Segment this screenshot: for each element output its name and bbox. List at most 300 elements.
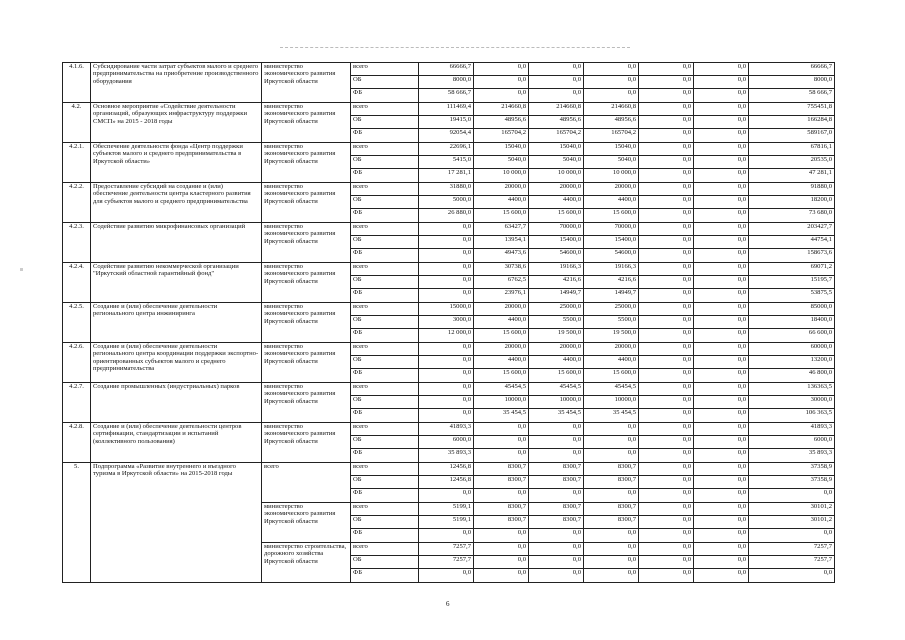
value-cell: 0,0 xyxy=(694,316,749,329)
value-cell: 0,0 xyxy=(639,329,694,343)
funding-source: ОБ xyxy=(351,236,419,249)
value-cell: 15 600,0 xyxy=(474,209,529,223)
value-cell: 0,0 xyxy=(694,516,749,529)
value-cell: 92054,4 xyxy=(419,129,474,143)
value-cell: 0,0 xyxy=(419,369,474,383)
row-number: 4.2. xyxy=(63,103,91,143)
value-cell: 0,0 xyxy=(419,249,474,263)
value-cell: 0,0 xyxy=(639,449,694,463)
value-cell: 0,0 xyxy=(639,89,694,103)
value-cell: 0,0 xyxy=(694,289,749,303)
value-cell: 166284,8 xyxy=(749,116,835,129)
value-cell: 7257,7 xyxy=(749,543,835,556)
value-cell: 0,0 xyxy=(529,569,584,583)
value-cell: 63427,7 xyxy=(474,223,529,236)
value-cell: 15 600,0 xyxy=(529,369,584,383)
table-row xyxy=(63,223,835,236)
value-cell: 19415,0 xyxy=(419,116,474,129)
value-cell: 15040,0 xyxy=(474,143,529,156)
value-cell: 7257,7 xyxy=(749,556,835,569)
executor-name: министерство экономического развития Иркутской области xyxy=(262,343,351,383)
value-cell: 41893,3 xyxy=(419,423,474,436)
value-cell: 0,0 xyxy=(419,223,474,236)
value-cell: 45454,5 xyxy=(584,383,639,396)
value-cell: 0,0 xyxy=(694,169,749,183)
value-cell: 0,0 xyxy=(584,76,639,89)
row-number: 4.2.1. xyxy=(63,143,91,183)
row-number: 4.2.5. xyxy=(63,303,91,343)
value-cell: 0,0 xyxy=(529,556,584,569)
value-cell: 0,0 xyxy=(749,569,835,583)
scan-divider xyxy=(280,47,630,48)
value-cell: 0,0 xyxy=(639,183,694,196)
activity-name: Создание промышленных (индустриальных) парков xyxy=(91,383,262,423)
value-cell: 0,0 xyxy=(639,489,694,503)
value-cell: 8300,7 xyxy=(584,516,639,529)
value-cell: 0,0 xyxy=(639,369,694,383)
funding-source: ОБ xyxy=(351,276,419,289)
value-cell: 35 454,5 xyxy=(584,409,639,423)
value-cell: 0,0 xyxy=(584,569,639,583)
funding-source: ФБ xyxy=(351,369,419,383)
row-number: 4.1.6. xyxy=(63,63,91,103)
value-cell: 15 600,0 xyxy=(584,369,639,383)
value-cell: 0,0 xyxy=(474,449,529,463)
value-cell: 69071,2 xyxy=(749,263,835,276)
table-row xyxy=(63,63,835,76)
value-cell: 165704,2 xyxy=(529,129,584,143)
activity-name: Создание и (или) обеспечение деятельности регионального центра инжиниринга xyxy=(91,303,262,343)
value-cell: 19 500,0 xyxy=(529,329,584,343)
value-cell: 13200,0 xyxy=(749,356,835,369)
budget-table xyxy=(62,62,835,583)
table-row xyxy=(63,463,835,476)
value-cell: 35 454,5 xyxy=(474,409,529,423)
value-cell: 0,0 xyxy=(639,76,694,89)
value-cell: 0,0 xyxy=(694,276,749,289)
value-cell: 8300,7 xyxy=(584,463,639,476)
value-cell: 0,0 xyxy=(474,556,529,569)
activity-name: Основное мероприятие «Содействие деятельности организаций, образующих инфраструктуру поддержки СМСП» на 2015 - 2018 годы xyxy=(91,103,262,143)
value-cell: 4400,0 xyxy=(529,196,584,209)
value-cell: 8300,7 xyxy=(529,476,584,489)
value-cell: 0,0 xyxy=(474,529,529,543)
funding-source: ФБ xyxy=(351,329,419,343)
value-cell: 0,0 xyxy=(529,89,584,103)
value-cell: 0,0 xyxy=(474,89,529,103)
table-row xyxy=(63,303,835,316)
value-cell: 0,0 xyxy=(694,449,749,463)
activity-name: Содействие развитию микрофинансовых организаций xyxy=(91,223,262,263)
value-cell: 37358,9 xyxy=(749,463,835,476)
funding-source: всего xyxy=(351,423,419,436)
value-cell: 0,0 xyxy=(474,63,529,76)
value-cell: 13954,1 xyxy=(474,236,529,249)
value-cell: 0,0 xyxy=(419,263,474,276)
value-cell: 0,0 xyxy=(529,529,584,543)
funding-source: ФБ xyxy=(351,89,419,103)
row-number: 4.2.6. xyxy=(63,343,91,383)
funding-source: всего xyxy=(351,143,419,156)
value-cell: 46 800,0 xyxy=(749,369,835,383)
value-cell: 4400,0 xyxy=(584,356,639,369)
table-row xyxy=(63,383,835,396)
funding-source: всего xyxy=(351,383,419,396)
value-cell: 30738,6 xyxy=(474,263,529,276)
value-cell: 14949,7 xyxy=(529,289,584,303)
value-cell: 0,0 xyxy=(529,63,584,76)
value-cell: 30101,2 xyxy=(749,516,835,529)
value-cell: 12456,8 xyxy=(419,476,474,489)
value-cell: 85000,0 xyxy=(749,303,835,316)
value-cell: 0,0 xyxy=(639,103,694,116)
value-cell: 91880,0 xyxy=(749,183,835,196)
value-cell: 0,0 xyxy=(639,289,694,303)
value-cell: 5415,0 xyxy=(419,156,474,169)
value-cell: 0,0 xyxy=(639,209,694,223)
value-cell: 0,0 xyxy=(419,489,474,503)
value-cell: 4216,6 xyxy=(584,276,639,289)
scan-artifact xyxy=(20,268,23,271)
value-cell: 0,0 xyxy=(639,396,694,409)
value-cell: 0,0 xyxy=(694,423,749,436)
value-cell: 60000,0 xyxy=(749,343,835,356)
value-cell: 0,0 xyxy=(694,209,749,223)
value-cell: 17 281,1 xyxy=(419,169,474,183)
value-cell: 0,0 xyxy=(694,356,749,369)
value-cell: 73 680,0 xyxy=(749,209,835,223)
value-cell: 0,0 xyxy=(639,129,694,143)
value-cell: 0,0 xyxy=(694,249,749,263)
value-cell: 7257,7 xyxy=(419,556,474,569)
value-cell: 0,0 xyxy=(584,423,639,436)
value-cell: 0,0 xyxy=(639,463,694,476)
value-cell: 165704,2 xyxy=(474,129,529,143)
value-cell: 35 893,3 xyxy=(749,449,835,463)
value-cell: 0,0 xyxy=(639,409,694,423)
value-cell: 203427,7 xyxy=(749,223,835,236)
value-cell: 8000,0 xyxy=(419,76,474,89)
value-cell: 0,0 xyxy=(694,409,749,423)
value-cell: 20000,0 xyxy=(584,343,639,356)
value-cell: 0,0 xyxy=(694,223,749,236)
value-cell: 4400,0 xyxy=(584,196,639,209)
value-cell: 0,0 xyxy=(639,63,694,76)
value-cell: 0,0 xyxy=(694,129,749,143)
value-cell: 0,0 xyxy=(639,503,694,516)
value-cell: 0,0 xyxy=(584,529,639,543)
value-cell: 3000,0 xyxy=(419,316,474,329)
value-cell: 30101,2 xyxy=(749,503,835,516)
value-cell: 0,0 xyxy=(529,489,584,503)
value-cell: 8300,7 xyxy=(474,463,529,476)
activity-name: Подпрограмма «Развитие внутреннего и въездного туризма в Иркутской области» на 2015-2018 годы xyxy=(91,463,262,583)
value-cell: 0,0 xyxy=(694,556,749,569)
value-cell: 20000,0 xyxy=(529,343,584,356)
value-cell: 0,0 xyxy=(694,143,749,156)
value-cell: 0,0 xyxy=(694,436,749,449)
value-cell: 30000,0 xyxy=(749,396,835,409)
value-cell: 0,0 xyxy=(639,303,694,316)
value-cell: 10 000,0 xyxy=(529,169,584,183)
value-cell: 22696,1 xyxy=(419,143,474,156)
value-cell: 20535,0 xyxy=(749,156,835,169)
value-cell: 15040,0 xyxy=(529,143,584,156)
value-cell: 20000,0 xyxy=(529,183,584,196)
funding-source: ОБ xyxy=(351,76,419,89)
value-cell: 0,0 xyxy=(694,543,749,556)
value-cell: 0,0 xyxy=(694,383,749,396)
funding-source: всего xyxy=(351,543,419,556)
value-cell: 0,0 xyxy=(639,316,694,329)
value-cell: 47 281,1 xyxy=(749,169,835,183)
activity-name: Создание и (или) обеспечение деятельности центров сертификации, стандартизации и испытаний (коллективного пользования) xyxy=(91,423,262,463)
value-cell: 7257,7 xyxy=(419,543,474,556)
value-cell: 5500,0 xyxy=(584,316,639,329)
funding-source: ОБ xyxy=(351,316,419,329)
value-cell: 15400,0 xyxy=(584,236,639,249)
value-cell: 0,0 xyxy=(694,103,749,116)
value-cell: 5199,1 xyxy=(419,503,474,516)
value-cell: 0,0 xyxy=(694,89,749,103)
executor-name: министерство экономического развития Иркутской области xyxy=(262,303,351,343)
row-number: 4.2.2. xyxy=(63,183,91,223)
value-cell: 10000,0 xyxy=(474,396,529,409)
value-cell: 23976,1 xyxy=(474,289,529,303)
funding-source: всего xyxy=(351,263,419,276)
funding-source: всего xyxy=(351,463,419,476)
value-cell: 0,0 xyxy=(584,556,639,569)
executor-name: министерство экономического развития Иркутской области xyxy=(262,103,351,143)
value-cell: 5040,0 xyxy=(474,156,529,169)
value-cell: 4400,0 xyxy=(474,316,529,329)
value-cell: 6000,0 xyxy=(749,436,835,449)
value-cell: 49473,6 xyxy=(474,249,529,263)
value-cell: 0,0 xyxy=(474,76,529,89)
value-cell: 5040,0 xyxy=(529,156,584,169)
value-cell: 0,0 xyxy=(529,543,584,556)
value-cell: 15400,0 xyxy=(529,236,584,249)
value-cell: 0,0 xyxy=(419,236,474,249)
value-cell: 0,0 xyxy=(639,223,694,236)
value-cell: 0,0 xyxy=(694,569,749,583)
value-cell: 20000,0 xyxy=(584,183,639,196)
value-cell: 0,0 xyxy=(639,529,694,543)
value-cell: 48956,6 xyxy=(474,116,529,129)
value-cell: 15 600,0 xyxy=(474,369,529,383)
funding-source: ОБ xyxy=(351,116,419,129)
value-cell: 0,0 xyxy=(584,543,639,556)
value-cell: 0,0 xyxy=(639,356,694,369)
value-cell: 25000,0 xyxy=(584,303,639,316)
value-cell: 53875,5 xyxy=(749,289,835,303)
value-cell: 0,0 xyxy=(694,329,749,343)
funding-source: всего xyxy=(351,103,419,116)
value-cell: 70000,0 xyxy=(529,223,584,236)
value-cell: 0,0 xyxy=(694,343,749,356)
value-cell: 15000,0 xyxy=(419,303,474,316)
funding-source: ФБ xyxy=(351,489,419,503)
value-cell: 26 880,0 xyxy=(419,209,474,223)
value-cell: 15 600,0 xyxy=(584,209,639,223)
value-cell: 165704,2 xyxy=(584,129,639,143)
value-cell: 66666,7 xyxy=(419,63,474,76)
value-cell: 0,0 xyxy=(474,436,529,449)
value-cell: 58 666,7 xyxy=(419,89,474,103)
value-cell: 158673,6 xyxy=(749,249,835,263)
value-cell: 214660,8 xyxy=(474,103,529,116)
value-cell: 54600,0 xyxy=(529,249,584,263)
value-cell: 0,0 xyxy=(419,289,474,303)
funding-source: всего xyxy=(351,343,419,356)
value-cell: 0,0 xyxy=(694,63,749,76)
funding-source: ФБ xyxy=(351,209,419,223)
value-cell: 0,0 xyxy=(474,423,529,436)
value-cell: 70000,0 xyxy=(584,223,639,236)
value-cell: 0,0 xyxy=(639,556,694,569)
funding-source: ОБ xyxy=(351,556,419,569)
value-cell: 0,0 xyxy=(639,156,694,169)
value-cell: 0,0 xyxy=(474,489,529,503)
funding-source: ОБ xyxy=(351,356,419,369)
funding-source: всего xyxy=(351,303,419,316)
value-cell: 0,0 xyxy=(584,63,639,76)
activity-name: Предоставление субсидий на создание и (или) обеспечение деятельности центра кластерного развития для субъектов малого и среднего предпринимательства xyxy=(91,183,262,223)
value-cell: 19166,3 xyxy=(529,263,584,276)
value-cell: 12 000,0 xyxy=(419,329,474,343)
value-cell: 0,0 xyxy=(419,529,474,543)
value-cell: 0,0 xyxy=(639,236,694,249)
executor-name: министерство экономического развития Иркутской области xyxy=(262,383,351,423)
value-cell: 20000,0 xyxy=(474,303,529,316)
value-cell: 0,0 xyxy=(419,383,474,396)
table-row xyxy=(63,143,835,156)
value-cell: 6762,5 xyxy=(474,276,529,289)
value-cell: 0,0 xyxy=(694,236,749,249)
value-cell: 0,0 xyxy=(639,276,694,289)
value-cell: 0,0 xyxy=(419,569,474,583)
table-body xyxy=(63,63,835,583)
value-cell: 0,0 xyxy=(419,396,474,409)
value-cell: 31880,0 xyxy=(419,183,474,196)
value-cell: 0,0 xyxy=(694,463,749,476)
value-cell: 0,0 xyxy=(639,476,694,489)
value-cell: 0,0 xyxy=(694,476,749,489)
value-cell: 54600,0 xyxy=(584,249,639,263)
executor-name: министерство экономического развития Иркутской области xyxy=(262,503,351,543)
value-cell: 10 000,0 xyxy=(584,169,639,183)
value-cell: 0,0 xyxy=(639,263,694,276)
value-cell: 8300,7 xyxy=(529,463,584,476)
executor-name: министерство экономического развития Иркутской области xyxy=(262,143,351,183)
funding-source: всего xyxy=(351,503,419,516)
funding-source: ФБ xyxy=(351,529,419,543)
value-cell: 0,0 xyxy=(419,409,474,423)
value-cell: 8000,0 xyxy=(749,76,835,89)
value-cell: 66 600,0 xyxy=(749,329,835,343)
value-cell: 45454,5 xyxy=(529,383,584,396)
value-cell: 48956,6 xyxy=(529,116,584,129)
value-cell: 0,0 xyxy=(474,569,529,583)
value-cell: 0,0 xyxy=(584,489,639,503)
value-cell: 41893,3 xyxy=(749,423,835,436)
row-number: 4.2.7. xyxy=(63,383,91,423)
value-cell: 35 893,3 xyxy=(419,449,474,463)
value-cell: 0,0 xyxy=(419,276,474,289)
value-cell: 0,0 xyxy=(639,169,694,183)
funding-source: ФБ xyxy=(351,409,419,423)
value-cell: 8300,7 xyxy=(529,503,584,516)
value-cell: 0,0 xyxy=(749,489,835,503)
value-cell: 4216,6 xyxy=(529,276,584,289)
executor-name: министерство экономического развития Иркутской области xyxy=(262,63,351,103)
funding-source: всего xyxy=(351,183,419,196)
value-cell: 589167,0 xyxy=(749,129,835,143)
value-cell: 136363,5 xyxy=(749,383,835,396)
value-cell: 0,0 xyxy=(584,89,639,103)
value-cell: 0,0 xyxy=(639,343,694,356)
funding-source: ОБ xyxy=(351,156,419,169)
value-cell: 0,0 xyxy=(529,436,584,449)
funding-source: ФБ xyxy=(351,449,419,463)
funding-source: всего xyxy=(351,63,419,76)
row-number: 4.2.8. xyxy=(63,423,91,463)
value-cell: 0,0 xyxy=(694,529,749,543)
value-cell: 5199,1 xyxy=(419,516,474,529)
value-cell: 8300,7 xyxy=(474,503,529,516)
value-cell: 0,0 xyxy=(694,503,749,516)
value-cell: 0,0 xyxy=(529,423,584,436)
activity-name: Обеспечение деятельности фонда «Центр поддержки субъектов малого и среднего предпринимательства в Иркутской области» xyxy=(91,143,262,183)
value-cell: 0,0 xyxy=(639,196,694,209)
value-cell: 18400,0 xyxy=(749,316,835,329)
value-cell: 19 500,0 xyxy=(584,329,639,343)
table-row xyxy=(63,343,835,356)
value-cell: 0,0 xyxy=(694,196,749,209)
executor-name: министерство экономического развития Иркутской области xyxy=(262,183,351,223)
value-cell: 15040,0 xyxy=(584,143,639,156)
value-cell: 12456,8 xyxy=(419,463,474,476)
funding-source: ОБ xyxy=(351,516,419,529)
funding-source: ОБ xyxy=(351,436,419,449)
value-cell: 0,0 xyxy=(694,396,749,409)
value-cell: 5040,0 xyxy=(584,156,639,169)
value-cell: 106 363,5 xyxy=(749,409,835,423)
funding-source: ФБ xyxy=(351,169,419,183)
value-cell: 48956,6 xyxy=(584,116,639,129)
value-cell: 58 666,7 xyxy=(749,89,835,103)
value-cell: 0,0 xyxy=(639,383,694,396)
value-cell: 0,0 xyxy=(694,156,749,169)
value-cell: 0,0 xyxy=(419,356,474,369)
activity-name: Субсидирование части затрат субъектов малого и среднего предпринимательства на приобретение производственного оборудования xyxy=(91,63,262,103)
table-row xyxy=(63,423,835,436)
value-cell: 0,0 xyxy=(639,436,694,449)
value-cell: 0,0 xyxy=(694,263,749,276)
value-cell: 25000,0 xyxy=(529,303,584,316)
value-cell: 8300,7 xyxy=(584,503,639,516)
value-cell: 0,0 xyxy=(639,116,694,129)
value-cell: 0,0 xyxy=(639,249,694,263)
table-row xyxy=(63,263,835,276)
value-cell: 45454,5 xyxy=(474,383,529,396)
value-cell: 0,0 xyxy=(474,543,529,556)
table-row xyxy=(63,103,835,116)
value-cell: 4400,0 xyxy=(474,196,529,209)
value-cell: 0,0 xyxy=(639,543,694,556)
value-cell: 15 600,0 xyxy=(474,329,529,343)
value-cell: 111469,4 xyxy=(419,103,474,116)
